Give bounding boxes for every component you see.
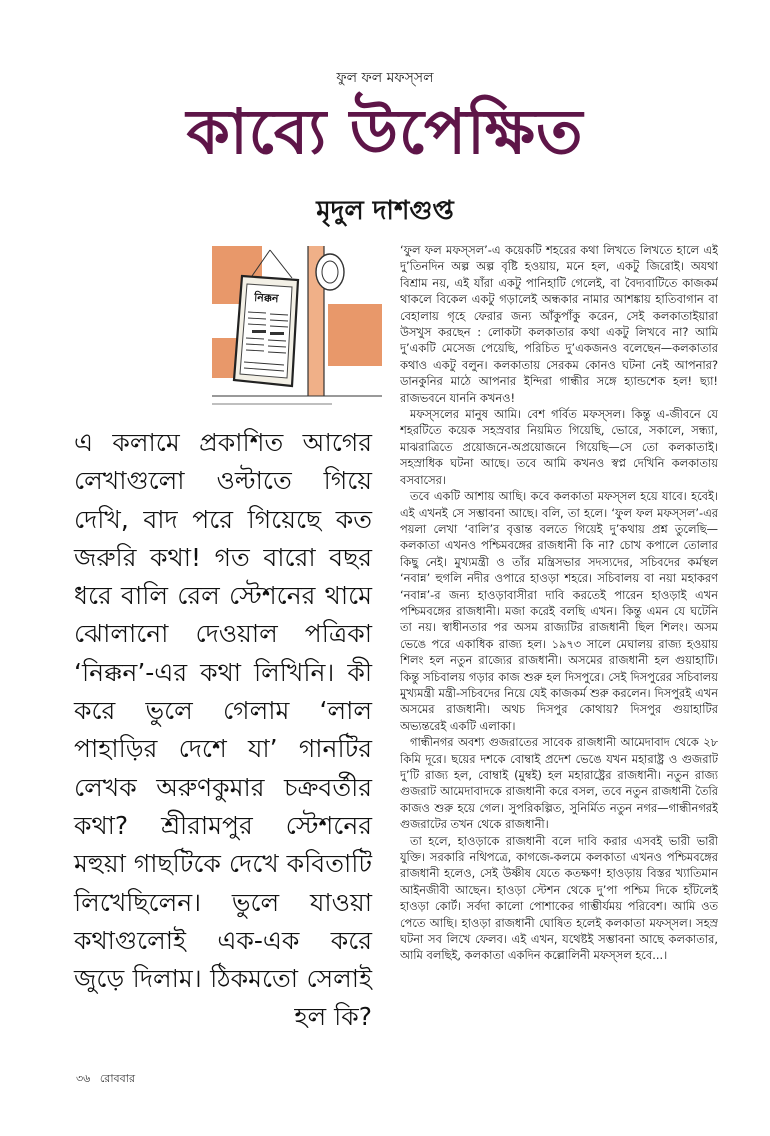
page-number: ৩৬ (76, 1072, 91, 1085)
body-paragraph: মফস্‌সলের মানুষ আমি। বেশ গর্বিত মফস্‌সল। কিন্তু এ-জীবনে যে শহরটিতে কয়েক সহস্রবার নিয়মিত গিয়েছি, ভোরে, সকালে, সন্ধ্যা, মাঝরাত্রিতে প্রয়োজনে-অপ্রয়োজনে গিয়েছি—সে তো কলকাতাই। সহস্রাধিক ঘটনা আছে। তবে আমি কখনও স্বপ্ন দেখিনি কলকাতায় বসবাসের। (400, 407, 718, 487)
wall-magazine-illustration (212, 246, 382, 416)
body-paragraph: তবে একটি আশায় আছি। কবে কলকাতা মফস্‌সল হয়ে যাবে। হবেই। এই এখনই সে সম্ভাবনা আছে। বলি, তা হলে। ‘ফুল ফল মফস্‌সল’-এর পয়লা লেখা ‘বালি’র বৃত্তান্ত বলতে গিয়েই দু’কথায় প্রশ্ন তুলেছি—কলকাতা এখনও পশ্চিমবঙ্গের রাজধানী কি না? চোখ কপালে তোলার কিছু নেই। মুখ্যমন্ত্রী ও তাঁর মন্ত্রিসভার সদস্যদের, সচিবদের কর্মস্থল ‘নবান্ন’ হুগলি নদীর ওপারে হাওড়া শহরে। সচিবালয় বা নয়া মহাকরণ ‘নবান্ন’-র জন্য হাওড়াবাসীরা দাবি করতেই পারেন হাওড়াই এখন পশ্চিমবঙ্গের রাজধানী। মজা করেই বলছি এখন। কিন্তু এমন যে ঘটেনি তা নয়। স্বাধীনতার পর অসম রাজ্যটির রাজধানী ছিল শিলং। অসম ভেঙে পরে একাধিক রাজ্য হল। ১৯৭৩ সালে মেঘালয় রাজ্য হওয়ায় শিলং হল নতুন রাজ্যের রাজধানী। অসমের রাজধানী হল গুয়াহাটি। কিন্তু সচিবালয় গড়ার কাজ শুরু হল দিসপুরে। সেই দিসপুরের সচিবালয় মুখ্যমন্ত্রী মন্ত্রী-সচিবদের নিয়ে যেই কাজকর্ম শুরু করলেন। দিসপুরই এখন অসমের রাজধানী। অথচ দিসপুর কোথায়? দিসপুর গুয়াহাটির অভ্যন্তরেই একটি এলাকা। (400, 489, 718, 733)
poster-title: নিক্কন (253, 291, 279, 306)
pull-quote: এ কলামে প্রকাশিত আগের লেখাগুলো ওল্টাতে গিয়ে দেখি, বাদ পরে গিয়েছে কত জরুরি কথা! গত বারো বছর ধরে বালি রেল স্টেশনের থামে ঝোলানো দেওয়াল পত্রিকা ‘নিক্কন’-এর কথা লিখিনি। কী করে ভুলে গেলাম ‘লাল পাহাড়ির দেশে যা’ গানটির লেখক অরুণকুমার চক্রবর্তীর কথা? শ্রীরামপুর স্টেশনের মহুয়া গাছটিকে দেখে কবিতাটি লিখেছিলেন। ভুলে যাওয়া কথাগুলোই এক-এক করে জুড়ে দিলাম। ঠিকমতো সেলাই হল কি? (74, 428, 372, 1032)
page-footer (76, 1070, 141, 1089)
magazine-name: রোববার (99, 1072, 136, 1085)
column-label: ফুল ফল মফস্‌সল (336, 70, 434, 86)
clock-icon (316, 254, 344, 290)
article-body (400, 242, 718, 1062)
article-title: কাব্যে উপেক্ষিত (186, 95, 584, 168)
body-paragraph: গান্ধীনগর অবশ্য গুজরাতের সাবেক রাজধানী আমেদাবাদ থেকে ২৮ কিমি দূরে। ছয়ের দশকে বোম্বাই প্রদেশ ভেঙে যখন মহারাষ্ট্র ও গুজরাট দু’টি রাজ্য হল, বোম্বাই (মুম্বই) হল মহারাষ্ট্রের রাজধানী। নতুন রাজ্য গুজরাট আমেদাবাদকে রাজধানী করে বসল, তবে নতুন রাজধানী তৈরি কাজও শুরু হয়ে গেল। সুপরিকল্পিত, সুনির্মিত নতুন নগর—গান্ধীনগরই গুজরাটের তখন থেকে রাজধানী। (400, 735, 718, 832)
body-paragraph: ‘ফুল ফল মফস্‌সল’-এ কয়েকটি শহরের কথা লিখতে লিখতে হালে এই দু’তিনদিন অল্প অল্প বৃষ্টি হওয়ায়, মনে হল, একটু জিরোই। অযথা বিশ্রাম নয়, এই যাঁরা একটু পানিহাটি গেলেই, বা বৈদ্যবাটিতে কাজকর্ম থাকলে বিকেল একটু গড়ালেই অন্ধকার নামার আশঙ্কায় হাতিবাগান বা বেহালায় গৃহে ফেরার জন্য আঁকুপাঁকু করেন, সেই কলকাতাইয়ারা উসখুস করছেন : লোকটা কলকাতার কথা একটু লিখবে না? আমি দু’একটি মেসেজ পেয়েছি, পরিচিত দু’একজনও বলেছেন—কলকাতার কথাও একটু বলুন। কলকাতায় সেরকম কোনও ঘটনা নেই আপনার? ডানকুনির মাঠে আপনার ইন্দিরা গান্ধীর সঙ্গে হ্যান্ডশেক হল! ছ্যা! রাজভবনে যাননি কখনও! (400, 243, 718, 405)
body-paragraph: তা হলে, হাওড়াকে রাজধানী বলে দাবি করার এসবই ভারী ভারী যুক্তি। সরকারি নথিপত্রে, কাগজে-কলমে কলকাতা এখনও পশ্চিমবঙ্গের রাজধানী হলেও, সেই উষ্ণীষ যেতে কতক্ষণ! হাওড়ায় বিস্তর খ্যাতিমান আইনজীবী আছেন। হাওড়া স্টেশন থেকে দু’পা পশ্চিম দিকে হাঁটলেই হাওড়া কোর্ট। সর্বদা কালো পোশাকের গাম্ভীর্যময় পরিবেশ। আমি ওত পেতে আছি। হাওড়া রাজধানী ঘোষিত হলেই কলকাতা মফস্‌সল। সহস্র ঘটনা সব লিখে ফেলব। এই এখন, যথেষ্টই সম্ভাবনা আছে কলকাতার, আমি বলছিই, কলকাতা একদিন কল্লোলিনী মফস্‌সল হবে...। (400, 833, 718, 963)
illustration-bg-block (328, 304, 382, 366)
author-name: মৃদুল দাশগুপ্ত (316, 196, 454, 226)
